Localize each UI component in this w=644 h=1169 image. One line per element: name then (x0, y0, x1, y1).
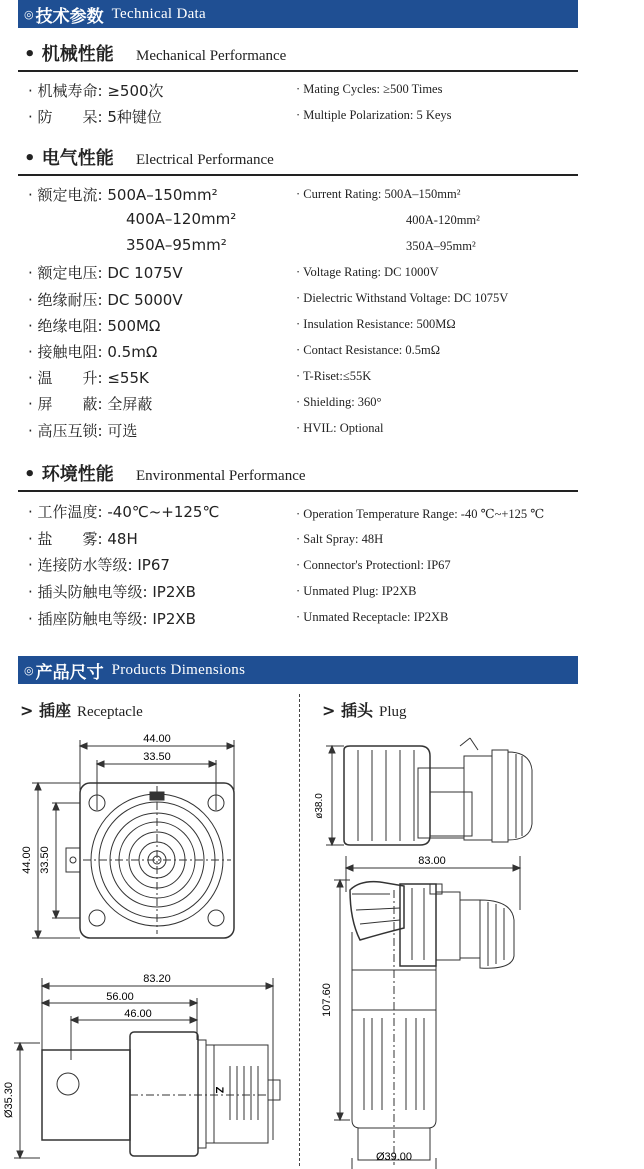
spec-en: · Insulation Resistance: 500MΩ (296, 317, 456, 331)
banner-dot-icon: ◎ (24, 663, 34, 677)
spec-cn: · 插头防触电等级: IP2XB (28, 583, 196, 601)
spec-en: · Dielectric Withstand Voltage: DC 1075V (296, 291, 509, 305)
spec-en: · Shielding: 360° (296, 395, 382, 409)
section-title-cn: • 环境性能 (24, 464, 114, 485)
spec-cn: · 额定电流: 500A–150mm² (28, 186, 218, 204)
spec-en: · Mating Cycles: ≥500 Times (296, 82, 443, 96)
spec-en: · T-Riset:≤55K (296, 369, 372, 383)
spec-cn: · 绝缘耐压: DC 5000V (28, 291, 183, 309)
spec-cn: · 绝缘电阻: 500MΩ (28, 317, 161, 335)
plug-drawing (300, 720, 600, 1169)
spec-en: · Current Rating: 500A–150mm² (296, 187, 461, 201)
dim-diameter-bottom: Ø39.00 (375, 1151, 413, 1163)
spec-en: 400A-120mm² (406, 213, 480, 227)
dim-length-short: 46.00 (124, 1008, 152, 1020)
dim-height: 107.60 (321, 983, 333, 1017)
spec-cn: · 机械寿命: ≥500次 (28, 82, 164, 100)
spec-cn: · 接触电阻: 0.5mΩ (28, 343, 158, 361)
spec-cn: · 高压互锁: 可选 (28, 422, 138, 440)
spec-en: · Multiple Polarization: 5 Keys (296, 108, 452, 122)
spec-cn: · 连接防水等级: IP67 (28, 556, 170, 574)
technical-data-banner (18, 0, 578, 28)
dim-height-inner: 33.50 (39, 846, 51, 874)
section-title-cn: • 机械性能 (24, 44, 114, 65)
spec-en: · HVIL: Optional (296, 421, 384, 435)
section-title-en: Environmental Performance (136, 468, 306, 484)
spec-en: · Connector's Protectionl: IP67 (296, 558, 451, 572)
spec-cn: · 防 呆: 5种键位 (28, 108, 162, 126)
dim-diameter-top: ø38.0 (314, 793, 325, 819)
banner-title-en: Technical Data (111, 5, 206, 22)
electrical-section-header (18, 144, 578, 176)
banner-title-en: Products Dimensions (111, 661, 246, 678)
spec-en: · Unmated Plug: IP2XB (296, 584, 417, 598)
banner-title-cn: 产品尺寸 (35, 662, 104, 683)
spec-cn: · 工作温度: -40℃~+125℃ (28, 503, 220, 521)
section-title-en: Electrical Performance (136, 152, 274, 168)
banner-dot-icon: ◎ (24, 7, 34, 21)
dim-length-mid: 56.00 (106, 991, 134, 1003)
spec-cn: 350A–95mm² (126, 236, 227, 254)
mechanical-section-header (18, 40, 578, 72)
spec-cn: · 屏 蔽: 全屏蔽 (28, 395, 153, 413)
key-mark: Z (213, 1086, 225, 1094)
dim-length-total: 83.20 (143, 973, 171, 985)
spec-cn: 400A–120mm² (126, 210, 237, 228)
spec-en: · Contact Resistance: 0.5mΩ (296, 343, 440, 357)
dim-width-outer: 44.00 (143, 733, 171, 745)
banner-title-cn: 技术参数 (35, 6, 104, 27)
dim-width-inner: 33.50 (143, 751, 171, 763)
spec-en: · Voltage Rating: DC 1000V (296, 265, 439, 279)
spec-en: · Unmated Receptacle: IP2XB (296, 610, 449, 624)
dimensions-banner (18, 656, 578, 684)
dim-width: 83.00 (418, 855, 446, 867)
dim-diameter: Ø35.30 (3, 1081, 15, 1119)
spec-cn: · 温 升: ≤55K (28, 369, 149, 387)
spec-cn: · 额定电压: DC 1075V (28, 264, 183, 282)
spec-en: 350A–95mm² (406, 239, 476, 253)
spec-cn: · 插座防触电等级: IP2XB (28, 610, 196, 628)
section-title-en: Mechanical Performance (136, 48, 287, 64)
receptacle-drawing (0, 720, 300, 1169)
environmental-section-header (18, 460, 578, 492)
spec-en: · Salt Spray: 48H (296, 532, 384, 546)
spec-cn: · 盐 雾: 48H (28, 530, 138, 548)
section-title-cn: • 电气性能 (24, 148, 114, 169)
plug-heading: > 插头 Plug (322, 701, 407, 720)
dim-height-outer: 44.00 (21, 846, 33, 874)
receptacle-heading: > 插座 Receptacle (20, 701, 143, 720)
spec-en: · Operation Temperature Range: -40 ℃~+125 ℃ (296, 507, 545, 521)
